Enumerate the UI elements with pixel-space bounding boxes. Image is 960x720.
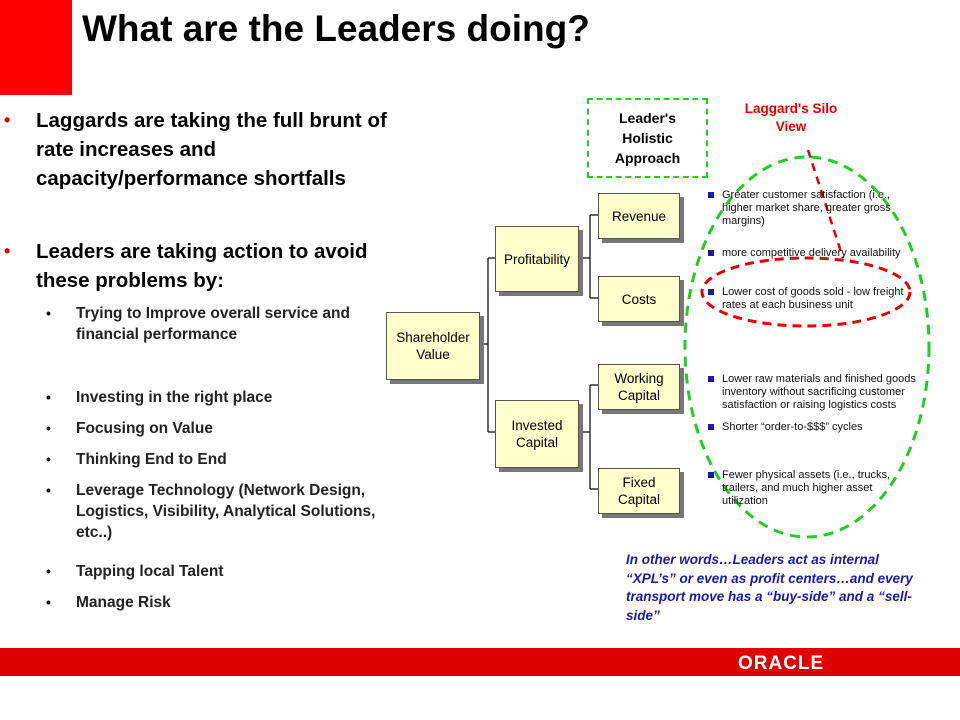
sub-bullet-text: Investing in the right place: [76, 389, 273, 406]
box-line: Capital: [617, 492, 661, 507]
summary-note: In other words…Leaders act as internal “XPL’s” or even as profit centers…and every transport move has a “buy-side” and a “sell-side”: [626, 552, 913, 623]
box-costs: [598, 276, 680, 322]
box-line: Costs: [621, 291, 657, 307]
box-line: Profitability: [503, 251, 571, 267]
bullet-dot: •: [46, 420, 51, 436]
box-line: Working: [614, 371, 664, 386]
box-invested-capital: [495, 400, 579, 468]
box-fixed-capital: [598, 468, 680, 514]
diagram-note: [714, 469, 904, 508]
note-bullet-icon: [708, 472, 714, 478]
box-line: Capital: [515, 435, 558, 450]
bullet-dot: •: [46, 451, 51, 467]
box-profitability: [495, 226, 579, 292]
note-bullet-icon: [708, 289, 714, 295]
sub-bullet-text: Tapping local Talent: [76, 563, 224, 580]
bullet-dot: •: [4, 241, 11, 261]
diagram-note: [714, 286, 904, 312]
box-line: Value: [416, 347, 450, 362]
oracle-logo-text: ORACLE: [738, 653, 825, 672]
main-bullet-text: Laggards are taking the full brunt of rate increases and capacity/performance shortfalls: [36, 109, 387, 190]
note-bullet-icon: [708, 424, 714, 430]
leaders-label-text: Leader's Holistic Approach: [614, 110, 681, 166]
box-working-capital: [598, 364, 680, 410]
sub-bullet-text: Thinking End to End: [76, 451, 227, 468]
note-text: Fewer physical assets (i.e., trucks, trailers, and much higher asset utilization: [722, 469, 891, 507]
diagram-note: [714, 373, 919, 412]
sub-bullet-text: Focusing on Value: [76, 420, 213, 437]
laggards-silo-label: [726, 100, 856, 136]
note-bullet-icon: [708, 376, 714, 382]
box-line: Fixed: [622, 475, 656, 490]
oracle-logo: [738, 652, 858, 672]
box-line: Revenue: [611, 208, 667, 224]
note-text: Lower raw materials and finished goods inventory without sacrificing customer satisfaction or raising logistics costs: [722, 373, 916, 411]
note-text: Shorter “order-to-$$$” cycles: [722, 421, 863, 433]
note-text: more competitive delivery availability: [722, 247, 901, 259]
box-line: Capital: [617, 388, 661, 403]
laggards-label-text: Laggard's Silo View: [744, 101, 838, 134]
note-text: Lower cost of goods sold - low freight rates at each business unit: [722, 286, 904, 311]
slide-title: What are the Leaders doing?: [82, 8, 590, 49]
note-bullet-icon: [708, 250, 714, 256]
note-bullet-icon: [708, 192, 714, 198]
sub-bullet-text: Manage Risk: [76, 594, 171, 611]
leaders-holistic-label: [587, 98, 708, 178]
bullet-dot: •: [46, 482, 51, 498]
main-bullet-text: Leaders are taking action to avoid these problems by:: [36, 240, 368, 292]
bullet-dot: •: [4, 110, 11, 130]
box-shareholder-value: [386, 312, 480, 380]
note-text: Greater customer satisfaction (i.e., higher market share, greater gross margins): [722, 189, 891, 227]
bullet-dot: •: [46, 594, 51, 610]
bullet-dot: •: [46, 389, 51, 405]
diagram-note: [714, 421, 904, 434]
diagram-note: [714, 189, 904, 228]
diagram-note: [714, 247, 914, 260]
box-line: Invested: [511, 418, 563, 433]
bullet-dot: •: [46, 563, 51, 579]
sub-bullet-text: Leverage Technology (Network Design, Logistics, Visibility, Analytical Solutions, etc..): [76, 482, 376, 541]
sub-bullet-text: Trying to Improve overall service and financial performance: [76, 305, 350, 343]
box-line: Shareholder: [396, 330, 470, 345]
box-revenue: [598, 193, 680, 239]
bullet-dot: •: [46, 305, 51, 321]
